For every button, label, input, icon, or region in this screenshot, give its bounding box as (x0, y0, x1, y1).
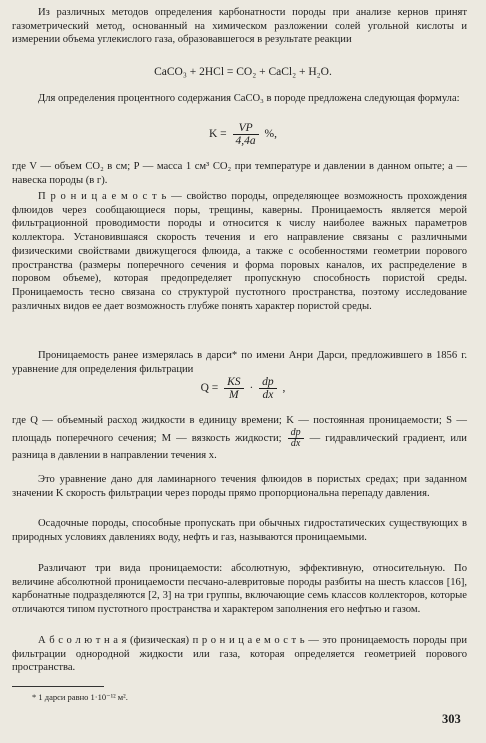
formula1-tail: %, (264, 128, 277, 141)
formula2-fraction-2 (259, 376, 277, 401)
gradient-dash: — (309, 432, 321, 444)
formula2-fraction-1 (224, 376, 243, 401)
paragraph-absolute-permeability: А б с о л ю т н а я (физическая) п р о н и ц а е м о с т ь — это проницаемость породы при фильтрации однородной жидкости или газа, которая определяется геометрией порового пространства. (12, 635, 467, 674)
gradient-numerator: dp (288, 428, 304, 439)
paragraph-formula-legend: где V — объем CO₂ в см; P — масса 1 см³ CO₂ при температуре и давлении в данном опыте; a — навеска породы (в г). (12, 161, 467, 186)
formula2-numerator-1: KS (224, 376, 243, 389)
formula-carbonate-percent (0, 122, 486, 147)
formula2-tail: , (282, 382, 286, 395)
formula2-denominator-2: dx (262, 389, 274, 401)
paragraph-laminar-flow: Это уравнение дано для ламинарного течения флюидов в пористых средах; при заданном значении K скорость фильтрации через породы прямо пропорциональна перепаду давления. (12, 474, 467, 499)
paragraph-darcy: Проницаемость ранее измерялась в дарси* по имени Анри Дарси, предложившего в 1856 г. уравнение для определения фильтрации (12, 350, 467, 375)
formula2-lhs: Q = (200, 382, 219, 395)
paragraph-darcy-legend (12, 414, 467, 462)
formula1-fraction (233, 122, 259, 147)
paragraph-permeable-rocks: Осадочные породы, способные пропускать при обычных гидростатических существующих в природных условиях давлениях воду, нефть и газ, называются проницаемыми. (12, 518, 467, 543)
paragraph-permeability-types: Различают три вида проницаемости: абсолютную, эффективную, относительную. По величине абсолютной проницаемости песчано-алевритовые породы разбиты на шесть классов [16], карбонатные подразделяются [2, 3] на три группы, включающие семь классов коллекторов, которые отличаются типом пустотного пространства и характером заполнения его нефтью и газом. (12, 563, 467, 616)
paragraph-formula-intro: Для определения процентного содержания CaCO₃ в породе предложена следующая формула: (38, 93, 460, 104)
formula1-denominator: 4,4a (235, 135, 256, 147)
paragraph-permeability-definition: П р о н и ц а е м о с т ь — свойство породы, определяющее возможность прохождения флюидов через сообщающиеся поры, трещины, каверны. Проницаемость является мерой фильтрационной проводимости породы и относится к числу наиболее важных параметров коллектора. Установившаяся скорость течения и его направление связаны с различными физическими свойствами движущегося флюида, а также с особенностями геометрии порового пространства (размеры поперечного сечения и форма поровых каналов, их распределение в поровом объеме), которая предопределяет пропускную способность пористой среды. Проницаемость тесно связана со структурой пустотного пространства, поэтому исследование различных видов ее дает возможность глубже понять характер пористой среды. (12, 191, 467, 312)
formula1-numerator: VP (233, 122, 259, 135)
gradient-denominator: dx (290, 437, 301, 449)
chemical-reaction: CaCO₃ + 2HCl = CO₂ + CaCl₂ + H₂O. (154, 66, 332, 78)
footnote-divider (12, 686, 104, 687)
darcy-legend-text: где Q — объемный расход жидкости в единицу времени; K — постоянная проницаемости; S — площадь поперечного сечения; M — вязкость жидкости; (12, 415, 467, 444)
page-number: 303 (442, 712, 461, 726)
formula1-lhs: K = (208, 128, 227, 141)
formula2-dot: · (249, 382, 254, 395)
formula-darcy (0, 376, 486, 401)
darcy-legend-end: гидравлический градиент, или разница в давлении в направлении течения x. (12, 432, 467, 461)
paragraph-carbonate-method: Из различных методов определения карбонатности породы при анализе кернов принят газометрический метод, основанный на химическом разложении солей угольной кислоты и измерении объема углекислого газа, образовавшегося в результате реакции (12, 7, 467, 46)
footnote: * 1 дарси равно 1·10⁻¹² м². (32, 692, 128, 702)
gradient-fraction (288, 428, 304, 449)
formula2-denominator-1: M (229, 389, 239, 401)
formula2-numerator-2: dp (259, 376, 277, 389)
